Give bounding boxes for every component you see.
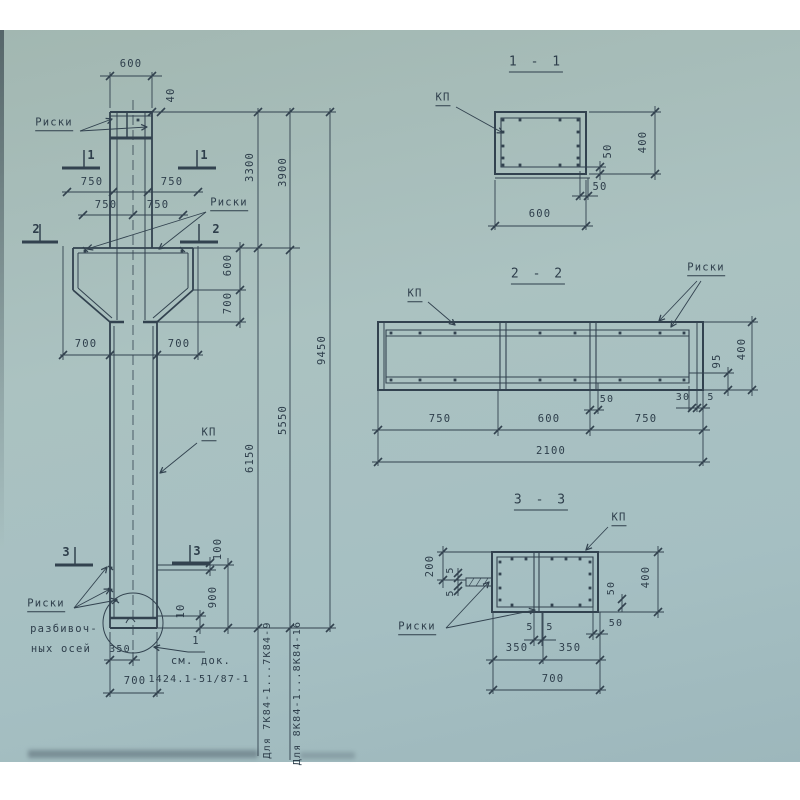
kp-label-3-3: КП xyxy=(611,512,626,526)
dim-750-row1-left: 750 xyxy=(80,175,104,188)
kp-label-1-1: КП xyxy=(435,92,450,106)
dim-900: 900 xyxy=(206,585,219,609)
dim-700-3-3: 700 xyxy=(541,672,565,685)
dim-350-3-3-left: 350 xyxy=(505,641,529,654)
dim-50-vertical-1-1: 50 xyxy=(601,143,614,159)
dim-400-2-2: 400 xyxy=(735,337,748,361)
razbivoch-label: разбивоч- xyxy=(30,622,98,635)
dim-5-3-3-lower: 5 xyxy=(445,589,456,597)
dim-top-offset: 40 xyxy=(164,87,177,103)
section-1-1-rebar-marks xyxy=(502,119,580,167)
see-doc-line2: 1424.1-51/87-1 xyxy=(148,674,250,685)
dim-700-bottom: 700 xyxy=(123,674,147,687)
dim-750-2-2-right: 750 xyxy=(634,412,658,425)
kp-label-elevation: КП xyxy=(201,427,216,441)
dim-10: 10 xyxy=(174,603,187,619)
dim-head-700: 700 xyxy=(221,291,234,315)
dim-5-3-3-bottom-right: 5 xyxy=(546,622,554,633)
see-doc-line1: см. док. xyxy=(170,654,232,667)
section-mark-2-right: 2 xyxy=(212,222,220,236)
section-mark-1-right: 1 xyxy=(200,148,208,162)
dim-5550: 5550 xyxy=(276,404,289,436)
riski-label-3-3: Риски xyxy=(398,621,436,635)
section-mark-3-left: 3 xyxy=(62,545,70,559)
section-2-2-rebar-marks xyxy=(390,332,686,382)
dim-50-2-2: 50 xyxy=(599,394,615,405)
dim-750-2-2-left: 750 xyxy=(428,412,452,425)
riski-label-top: Риски xyxy=(35,117,73,131)
dim-600-2-2: 600 xyxy=(537,412,561,425)
section-2-2-title: 2 - 2 xyxy=(511,268,565,285)
dim-750-row2-left: 750 xyxy=(94,198,118,211)
section-3-3-linework xyxy=(437,527,664,694)
dim-6150: 6150 xyxy=(243,442,256,474)
dim-100: 100 xyxy=(211,537,224,561)
kp-label-2-2: КП xyxy=(407,288,422,302)
dim-5-3-3-upper: 5 xyxy=(445,566,456,574)
dim-350-3-3-right: 350 xyxy=(558,641,582,654)
dim-350: 350 xyxy=(109,644,131,655)
riski-label-mid: Риски xyxy=(210,197,248,211)
dim-9450: 9450 xyxy=(315,334,328,366)
section-1-1-title: 1 - 1 xyxy=(509,56,563,73)
section-1-1-linework xyxy=(456,106,661,230)
dim-50-3-3-vertical: 50 xyxy=(606,580,617,596)
dim-head-600: 600 xyxy=(221,253,234,277)
cutoff-text-artifact xyxy=(300,752,355,759)
cutoff-text-artifact xyxy=(28,750,258,758)
dim-400-3-3: 400 xyxy=(639,565,652,589)
riski-label-2-2: Риски xyxy=(687,262,725,276)
nyh-osey-label: ных осей xyxy=(30,642,92,655)
dim-700-right: 700 xyxy=(167,337,191,350)
series-label-7k84: Для 7К84-1...7К84-9 xyxy=(262,621,273,759)
section-2-2-linework xyxy=(372,281,758,466)
series-label-8k84: Для 8К84-1...8К84-16 xyxy=(292,620,303,766)
dim-750-row1-right: 750 xyxy=(160,175,184,188)
section-3-3-rebar-marks xyxy=(499,558,592,607)
dim-95-2-2: 95 xyxy=(710,353,723,369)
elevation-rebar-marks xyxy=(84,119,184,602)
dim-600-1-1: 600 xyxy=(528,207,552,220)
dim-50-horizontal-1-1: 50 xyxy=(592,180,608,193)
riski-label-bottom: Риски xyxy=(27,598,65,612)
dim-50-3-3-horizontal: 50 xyxy=(608,618,624,629)
section-mark-3-right: 3 xyxy=(193,544,201,558)
section-1-1-ticks xyxy=(491,108,659,230)
dim-30-2-2: 30 xyxy=(675,392,691,403)
dim-top-width: 600 xyxy=(119,57,143,70)
section-3-3-title: 3 - 3 xyxy=(514,494,568,511)
section-mark-1-left: 1 xyxy=(87,148,95,162)
dim-200-3-3: 200 xyxy=(423,554,436,578)
dim-400-1-1: 400 xyxy=(636,130,649,154)
dim-5-2-2: 5 xyxy=(707,392,715,403)
dim-3300: 3300 xyxy=(243,151,256,183)
section-mark-2-left: 2 xyxy=(32,222,40,236)
dim-3900: 3900 xyxy=(276,156,289,188)
dim-5-3-3-bottom-left: 5 xyxy=(526,622,534,633)
elevation-section-marks xyxy=(22,150,218,565)
dim-2100-2-2: 2100 xyxy=(535,444,567,457)
dim-700-left: 700 xyxy=(74,337,98,350)
item-tag-1: 1 xyxy=(192,634,200,647)
dim-750-row2-right: 750 xyxy=(146,198,170,211)
